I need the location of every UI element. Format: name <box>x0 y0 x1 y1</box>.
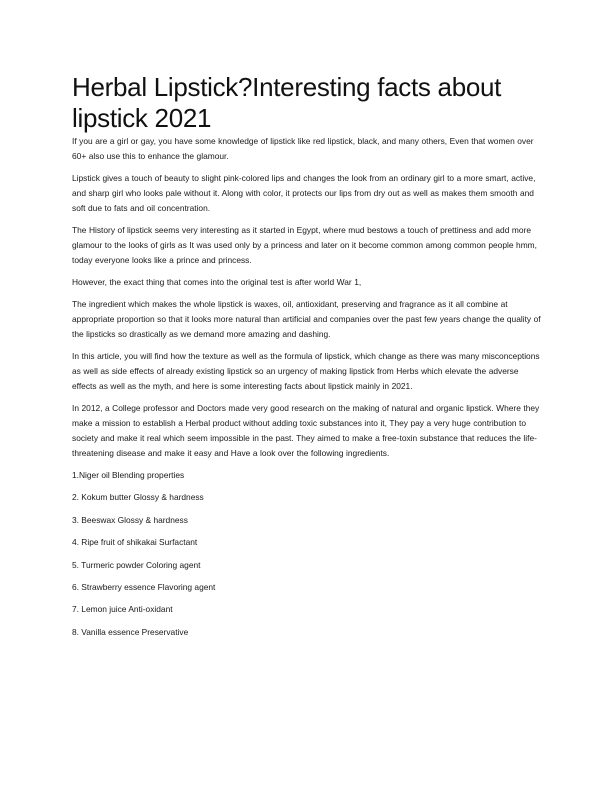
ingredients-list <box>72 468 542 640</box>
paragraph-history: The History of lipstick seems very interesting as it started in Egypt, where mud bestows a touch of prettiness and add more glamour to the looks of girls as It was used only by a princess and later on it become common among common people hmm, today everyone looks like a prince and princess. <box>72 225 537 265</box>
paragraph-article-intro: In this article, you will find how the texture as well as the formula of lipstick, which change as there was many misconceptions as well as side effects of already existing lipstick so an urgency of making lipstick from Herbs which elevate the adverse effects as well as the myth, and here is some interesting facts about lipstick mainly in 2021. <box>72 351 540 391</box>
paragraph-lipstick-beauty: Lipstick gives a touch of beauty to slight pink-colored lips and changes the look from an ordinary girl to a more smart, active, and sharp girl who looks pale without it. Along with color, it protects our lips from dry out as well as makes them smooth and soft due to fats and oil concentration. <box>72 173 536 213</box>
list-item: 1.Niger oil Blending properties <box>72 470 185 480</box>
paragraph-intro: If you are a girl or gay, you have some knowledge of lipstick like red lipstick, black, and many others, Even that women over 60+ also use this to enhance the glamour. <box>72 136 534 161</box>
list-item: 3. Beeswax Glossy & hardness <box>72 514 188 525</box>
paragraph-research-2012: In 2012, a College professor and Doctors made very good research on the making of natural and organic lipstick. Where they make a mission to establish a Herbal product without adding toxic substances into it, They pay a very huge contribution to society and make it real which seem impossible in the past. They aimed to make a free-toxin substance that reduces the life-threatening disease and make it easy and Have a look over the following ingredients. <box>72 403 540 458</box>
list-item: 4. Ripe fruit of shikakai Surfactant <box>72 537 198 548</box>
list-item: 7. Lemon juice Anti-oxidant <box>72 604 173 615</box>
list-item: 6. Strawberry essence Flavoring agent <box>72 581 216 592</box>
paragraph-ingredients-overview: The ingredient which makes the whole lipstick is waxes, oil, antioxidant, preserving and fragrance as it all combine at appropriate proportion so that it looks more natural than artificial and companies over the past few years change the quality of the lipsticks so drastically as we demand more amazing and dashing. <box>72 299 541 339</box>
list-item: 8. Vanilla essence Preservative <box>72 626 189 637</box>
page-title: Herbal Lipstick?Interesting facts about lipstick 2021 <box>72 72 502 133</box>
paragraph-world-war: However, the exact thing that comes into the original test is after world War 1, <box>72 277 362 287</box>
list-item: 2. Kokum butter Glossy & hardness <box>72 492 204 503</box>
list-item: 5. Turmeric powder Coloring agent <box>72 559 201 570</box>
document-page <box>72 72 542 647</box>
